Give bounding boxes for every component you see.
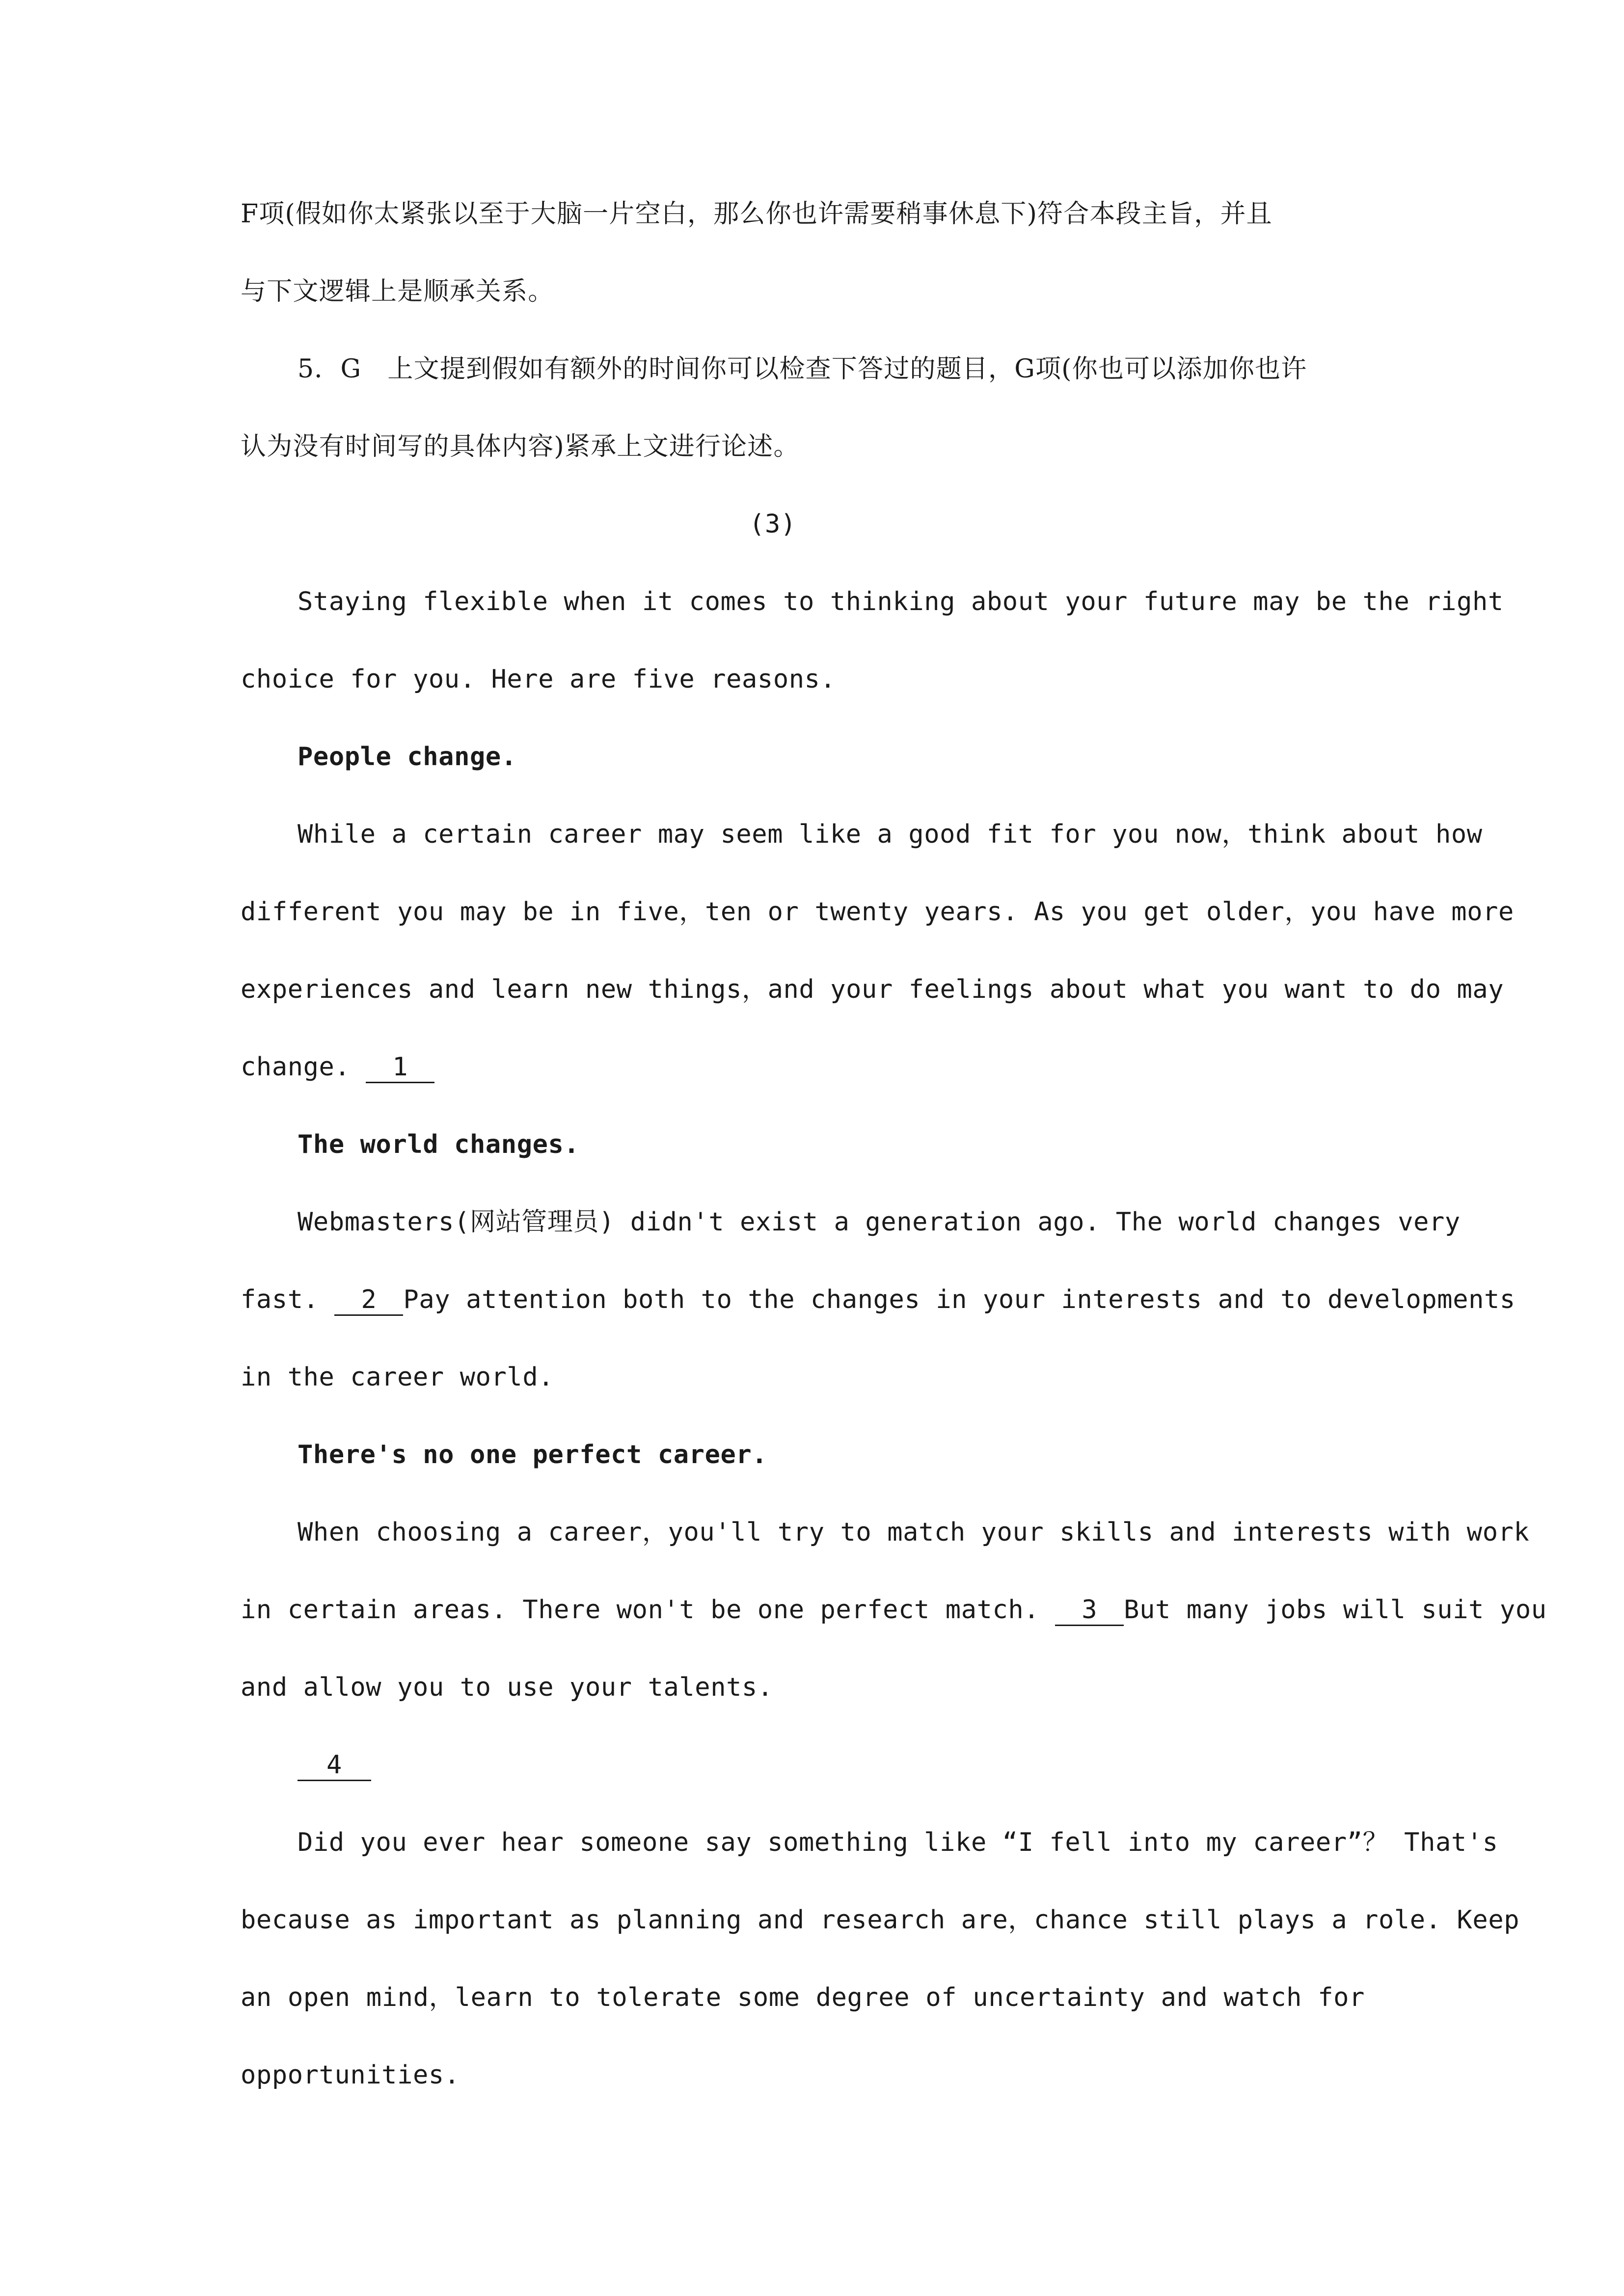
p2-line-2-post: Pay attention both to the changes in your interests and to developments: [403, 1285, 1516, 1314]
note-f-line-2: 与下文逻辑上是顺承关系。: [241, 277, 554, 306]
p3-line-2: [241, 1594, 1547, 1626]
p1-line-4: [241, 1051, 434, 1083]
blank-2: 2: [334, 1286, 403, 1316]
blank-1: 1: [366, 1053, 434, 1083]
p3-line-2-post: But many jobs will suit you: [1124, 1595, 1547, 1625]
p3-line-1: When choosing a career，you'll try to match your skills and interests with work: [298, 1518, 1530, 1547]
p4-line-1: Did you ever hear someone say something like “I fell into my career”？ That's: [298, 1828, 1498, 1857]
p2-line-3: in the career world.: [241, 1362, 554, 1392]
intro-line-2: choice for you. Here are five reasons.: [241, 665, 836, 694]
p2-line-2: [241, 1284, 1516, 1316]
p1-line-3: experiences and learn new things，and your feelings about what you want to do may: [241, 975, 1504, 1004]
p4-line-2: because as important as planning and research are，chance still plays a role. Keep: [241, 1905, 1520, 1935]
p1-line-4-text: change.: [241, 1052, 366, 1082]
p4-line-4: opportunities.: [241, 2060, 460, 2090]
blank-4: 4: [298, 1751, 371, 1781]
intro-line-1: Staying flexible when it comes to thinking about your future may be the right: [298, 587, 1504, 616]
p1-line-2: different you may be in five，ten or twenty years. As you get older，you have more: [241, 897, 1514, 927]
blank-3: 3: [1055, 1596, 1124, 1626]
note-f-line-1: F项(假如你太紧张以至于大脑一片空白，那么你也许需要稍事休息下)符合本段主旨，并且: [241, 199, 1272, 229]
heading-blank-4: [298, 1749, 371, 1781]
passage-number: (3): [749, 509, 796, 539]
p4-line-3: an open mind，learn to tolerate some degree of uncertainty and watch for: [241, 1983, 1365, 2012]
heading-people-change: People change.: [298, 742, 517, 772]
p2-line-2-pre: fast.: [241, 1285, 335, 1314]
heading-no-perfect-career: There's no one perfect career.: [298, 1440, 768, 1469]
p2-line-1: Webmasters(网站管理员) didn't exist a generation ago. The world changes very: [298, 1207, 1461, 1237]
note-g-line-2: 认为没有时间写的具体内容)紧承上文进行论述。: [241, 432, 800, 461]
p3-line-2-pre: in certain areas. There won't be one perfect match.: [241, 1595, 1056, 1625]
p3-line-3: and allow you to use your talents.: [241, 1673, 773, 1702]
p1-line-1: While a certain career may seem like a good fit for you now，think about how: [298, 820, 1483, 849]
note-g-line-1: 5．G 上文提到假如有额外的时间你可以检查下答过的题目，G项(你也可以添加你也许: [298, 354, 1307, 384]
heading-world-changes: The world changes.: [298, 1130, 580, 1159]
